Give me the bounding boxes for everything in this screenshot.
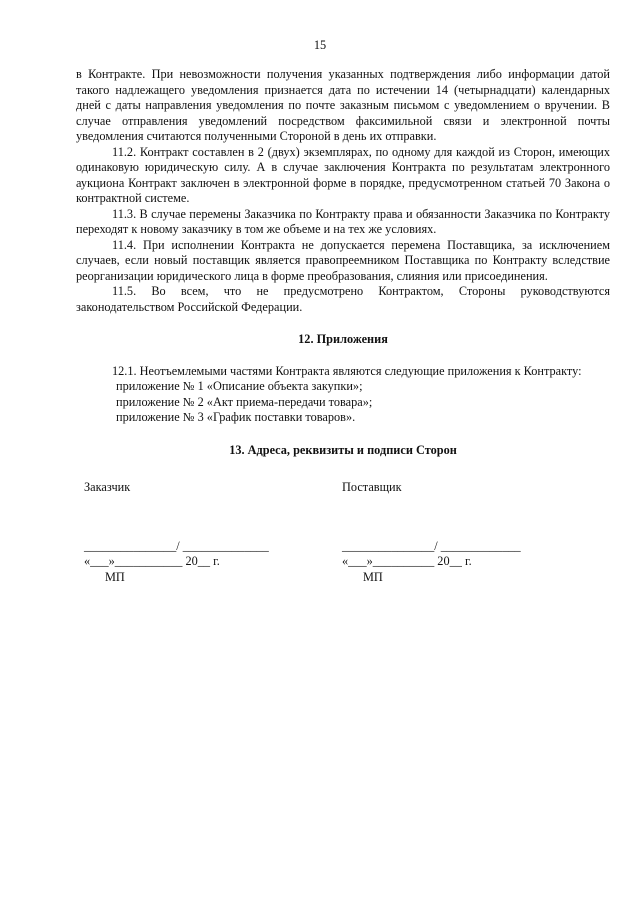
customer-signature-block xyxy=(84,480,334,585)
appendix-item: приложение № 2 «Акт приема-передачи товара»; xyxy=(116,394,373,409)
signature-block xyxy=(76,480,616,590)
clause-11-4: 11.4. При исполнении Контракта не допускается перемена Поставщика, за исключением случаев, если новый поставщик является правопреемником Поставщика по Контракту вследствие реорганизации юридического лица в форме преобразования, слияния или присоединения. xyxy=(76,237,610,283)
page-number: 15 xyxy=(313,38,327,52)
appendix-list xyxy=(76,379,610,426)
appendix-item: приложение № 1 «Описание объекта закупки»; xyxy=(116,379,363,393)
customer-stamp-label: МП xyxy=(105,569,125,584)
section-12-heading: 12. Приложения xyxy=(298,332,388,346)
supplier-stamp-label: МП xyxy=(363,569,383,584)
supplier-signature-block xyxy=(342,480,592,585)
customer-label: Заказчик xyxy=(84,480,131,494)
customer-date-line: «___»___________ 20__ г. xyxy=(84,554,220,568)
clause-11-2: 11.2. Контракт составлен в 2 (двух) экземплярах, по одному для каждой из Сторон, имеющих одинаковую юридическую силу. А в случае заключения Контракта по результатам электронного аукциона Контракт заключен в электронной форме в порядке, предусмотренном статьей 70 Закона о контрактной системе. xyxy=(76,144,610,205)
document-body xyxy=(76,67,610,458)
supplier-signature-line: _______________/ _____________ xyxy=(342,538,521,553)
clause-11-3: 11.3. В случае перемены Заказчика по Контракту права и обязанности Заказчика по Контракту переходят к новому заказчику в том же объеме и на тех же условиях. xyxy=(76,206,610,236)
section-13-heading: 13. Адреса, реквизиты и подписи Сторон xyxy=(229,442,457,457)
clause-12-1: 12.1. Неотъемлемыми частями Контракта являются следующие приложения к Контракту: xyxy=(112,363,582,378)
clause-11-1-continued: в Контракте. При невозможности получения указанных подтверждения либо информации датой такого надлежащего уведомления признается дата по истечении 14 (четырнадцати) календарных дней с даты направления уведомления по почте заказным письмом с уведомлением о вручении. В случае отправления уведомлений посредством факсимильной связи и электронной почты уведомления считаются полученными Стороной в день их отправки. xyxy=(76,67,610,143)
clause-11-5: 11.5. Во всем, что не предусмотрено Контрактом, Стороны руководствуются законодательством Российской Федерации. xyxy=(76,284,610,314)
appendix-item: приложение № 3 «График поставки товаров». xyxy=(116,410,356,424)
customer-signature-line: _______________/ ______________ xyxy=(84,538,269,553)
supplier-label: Поставщик xyxy=(342,480,402,494)
supplier-date-line: «___»__________ 20__ г. xyxy=(342,554,472,568)
